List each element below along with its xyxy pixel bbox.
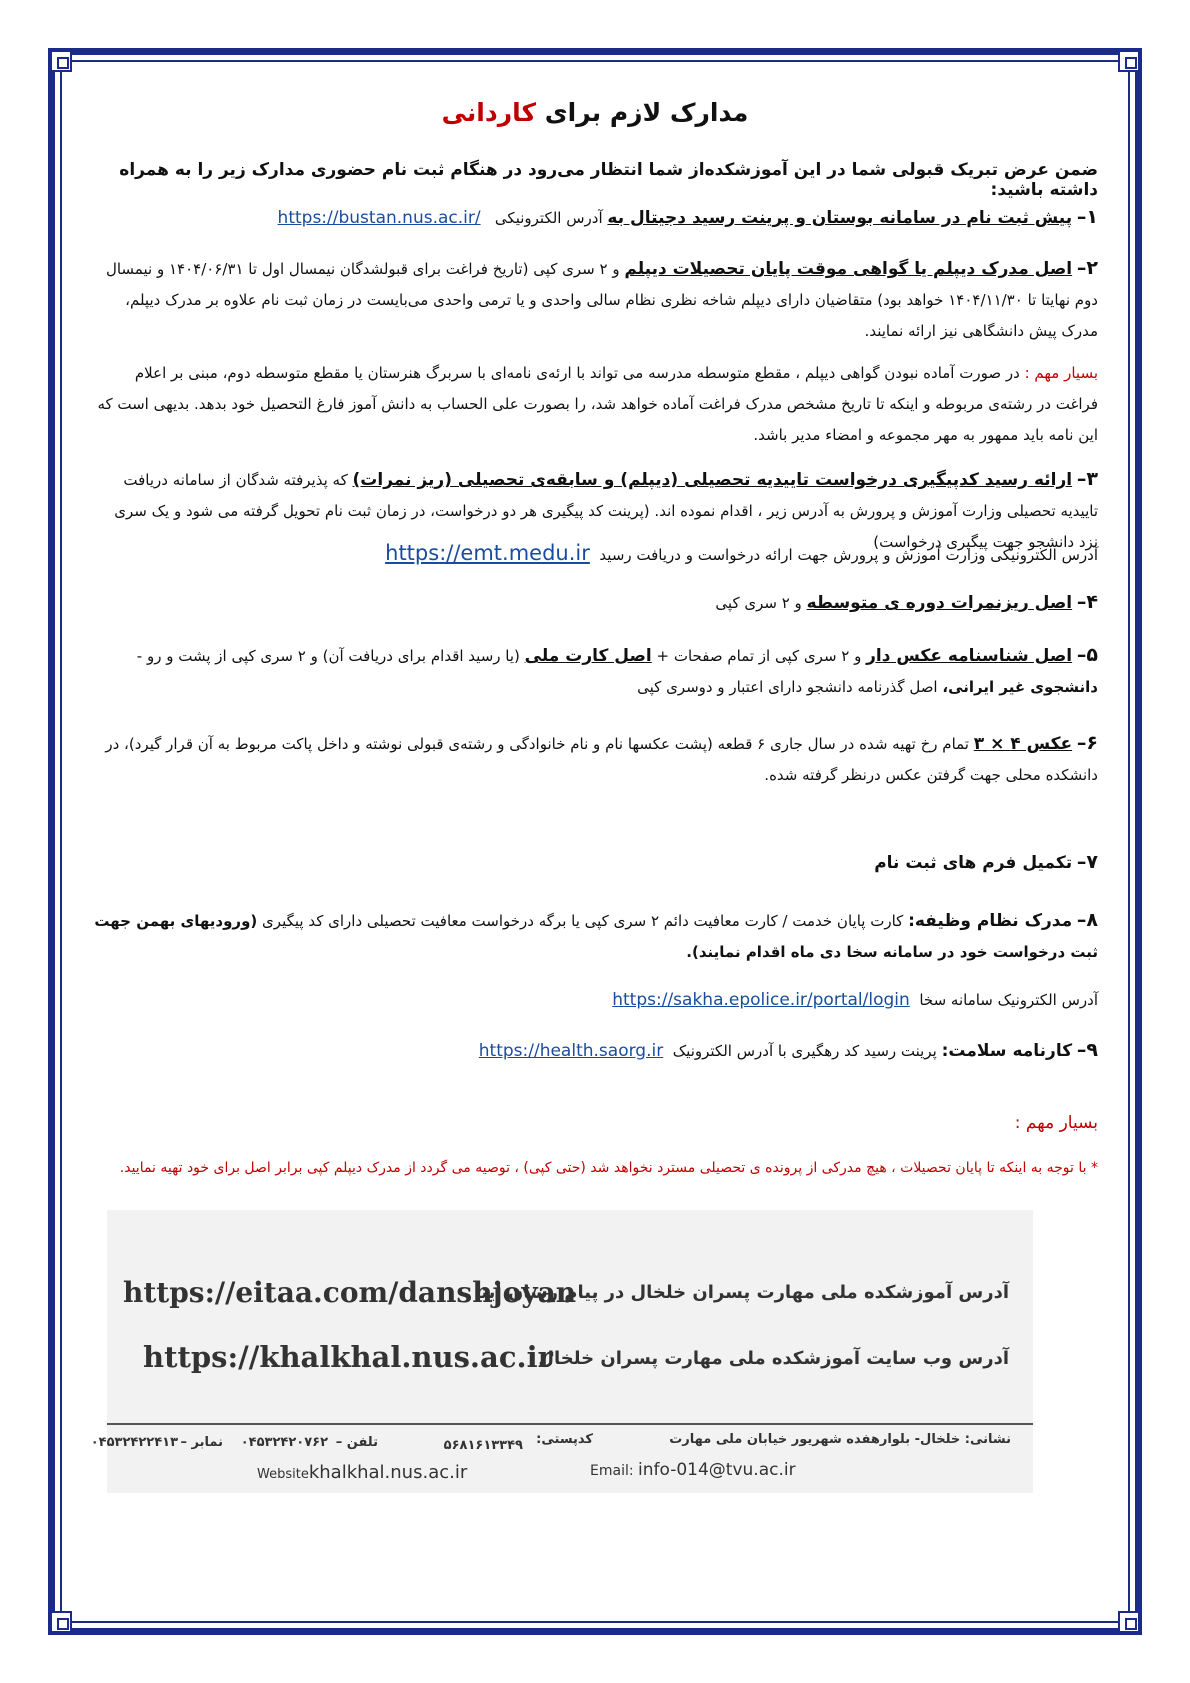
- item-4: ۴– اصل ریزنمرات دوره ی متوسطه و ۲ سری کپی: [715, 591, 1098, 613]
- emt-link[interactable]: https://emt.medu.ir: [385, 541, 590, 565]
- eitaa-label: آدرس آموزشکده ملی مهارت پسران خلخال در پیام رسان ایتا: [474, 1282, 1009, 1303]
- scanned-footer: [90, 1210, 1033, 1493]
- site-url[interactable]: https://khalkhal.nus.ac.ir: [143, 1340, 553, 1374]
- item-2: ۲– اصل مدرک دیپلم یا گواهی موقت پایان تحصیلات دیپلم و ۲ سری کپی (تاریخ فراغت برای قبولشدگان نیمسال اول تا ۱۴۰۴/۰۶/۳۱ و نیمسال دوم نهایتا تا ۱۴۰۴/۱۱/۳۰ خواهد بود) متقاضیان دارای دیپلم شاخه نظری نظام سالی واحدی و یا ترمی واحدی می‌بایست در زمان ثبت نام علاوه بر مدرک دیپلم، مدرک پیش دانشگاهی نیز ارائه نمایند.: [105, 257, 1098, 340]
- important-note-2-text: * با توجه به اینکه تا پایان تحصیلات ، هیچ مدرکی از پرونده ی تحصیلی مسترد نخواهد شد (حتی کپی) ، توصیه می گردد از مدرک دیپلم کپی برابر اصل برای خود تهیه نمایید.: [119, 1160, 1098, 1176]
- footer-postal-label: کدپستی:: [536, 1432, 593, 1447]
- bustan-link[interactable]: https://bustan.nus.ac.ir/: [277, 208, 481, 228]
- corner-ornament: [1118, 50, 1140, 72]
- corner-ornament: [50, 1611, 72, 1633]
- item-8-address: آدرس الکترونیک سامانه سخا https://sakha.epolice.ir/portal/login: [92, 985, 1098, 1016]
- item-5: ۵– اصل شناسنامه عکس دار و ۲ سری کپی از تمام صفحات + اصل کارت ملی (یا رسید اقدام برای دریافت آن) و ۲ سری کپی از پشت و رو - دانشجوی غیر ایرانی، اصل گذرنامه دانشجو دارای اعتبار و دوسری کپی: [136, 644, 1098, 696]
- item-7: ۷– تکمیل فرم های ثبت نام: [874, 851, 1098, 873]
- corner-ornament: [50, 50, 72, 72]
- site-label: آدرس وب سایت آموزشکده ملی مهارت پسران خلخال: [538, 1348, 1009, 1369]
- item-3: ۳– ارائه رسید کدپیگیری درخواست تاییدیه تحصیلی (دیپلم) و سابقه‌ی تحصیلی (ریز نمرات) که پذیرفته شدگان از سامانه دریافت تاییدیه تحصیلی وزارت آموزش و پرورش به آدرس زیر ، اقدام نموده اند. (پرینت کد پیگیری هر دو درخواست، در زمان ثبت نام تحویل گرفته می شود و یک سری نزد دانشجو جهت پیگیری درخواست): [114, 468, 1098, 551]
- sakha-link[interactable]: https://sakha.epolice.ir/portal/login: [612, 990, 910, 1010]
- item-1: ۱– پیش ثبت نام در سامانه بوستان و پرینت رسید دجیتال به آدرس الکترونیکی https://bustan.nus.ac.ir/: [92, 202, 1098, 234]
- footer-phone: ۰۴۵۳۲۴۲۰۷۶۲: [240, 1435, 328, 1450]
- footer-phone-label: تلفن –: [335, 1435, 378, 1450]
- item-6: ۶– عکس ۴ × ۳ تمام رخ تهیه شده در سال جاری ۶ قطعه (پشت عکسها نام و نام خانوادگی و رشته‌ی قبولی نوشته و داخل پاکت مربوط به آن قرار گیرد)، در دانشکده محلی جهت گرفتن عکس درنظر گرفته شده.: [105, 732, 1098, 784]
- footer-divider: [107, 1423, 1033, 1425]
- health-link[interactable]: https://health.saorg.ir: [478, 1041, 664, 1061]
- footer-email: Email: info-014@tvu.ac.ir: [590, 1460, 796, 1480]
- corner-ornament: [1118, 1611, 1140, 1633]
- item-8: ۸– مدرک نظام وظیفه: کارت پایان خدمت / کارت معافیت دائم ۲ سری کپی یا برگه درخواست معافیت تحصیلی دارای کد پیگیری (ورودیهای بهمن جهت ثبت درخواست خود در سامانه سخا دی ماه اقدام نمایند).: [94, 909, 1098, 961]
- important-note-2-label: بسیار مهم :: [1014, 1113, 1098, 1133]
- important-note-1: بسیار مهم : در صورت آماده نبودن گواهی دیپلم ، مقطع متوسطه مدرسه می تواند با ارئه‌ی نامه‌ای با سربرگ هنرستان یا مقطع متوسطه دوم، مبنی بر اعلام فراغت در رشته‌ی مربوطه و اینکه تا تاریخ مشخص مدرک فراغت آماده خواهد شد، را بصورت علی الحساب به دانش آموز فارغ التحصیل خود بدهد. بدیهی است که این نامه باید ممهور به مهر مجموعه و امضاء مدیر باشد.: [97, 364, 1098, 444]
- item-9: ۹– کارنامه سلامت: پرینت رسید کد رهگیری با آدرس الکترونیک https://health.saorg.ir: [92, 1035, 1098, 1067]
- item-3-address: آدرس الکترونیکی وزارت آموزش و پرورش جهت ارائه درخواست و دریافت رسید https://emt.medu.ir: [92, 538, 1098, 571]
- intro-text: ضمن عرض تبریک قبولی شما در این آموزشکده‌از شما انتظار می‌رود در هنگام ثبت نام حضوری مدارک زیر را به همراه داشته باشید:: [119, 160, 1098, 200]
- footer-postal: ۵۶۸۱۶۱۳۳۴۹: [443, 1438, 523, 1453]
- footer-address: نشانی: خلخال- بلوارهفده شهریور خیابان ملی مهارت: [669, 1432, 1011, 1447]
- footer-fax-label: نمابر –: [180, 1435, 223, 1450]
- footer-website: Websitekhalkhal.nus.ac.ir: [257, 1462, 468, 1483]
- footer-fax: ۰۴۵۳۲۴۲۲۴۱۳: [90, 1435, 178, 1450]
- eitaa-url[interactable]: https://eitaa.com/danshjoyan: [123, 1276, 577, 1309]
- page-title: مدارک لازم برای کاردانی: [441, 98, 749, 127]
